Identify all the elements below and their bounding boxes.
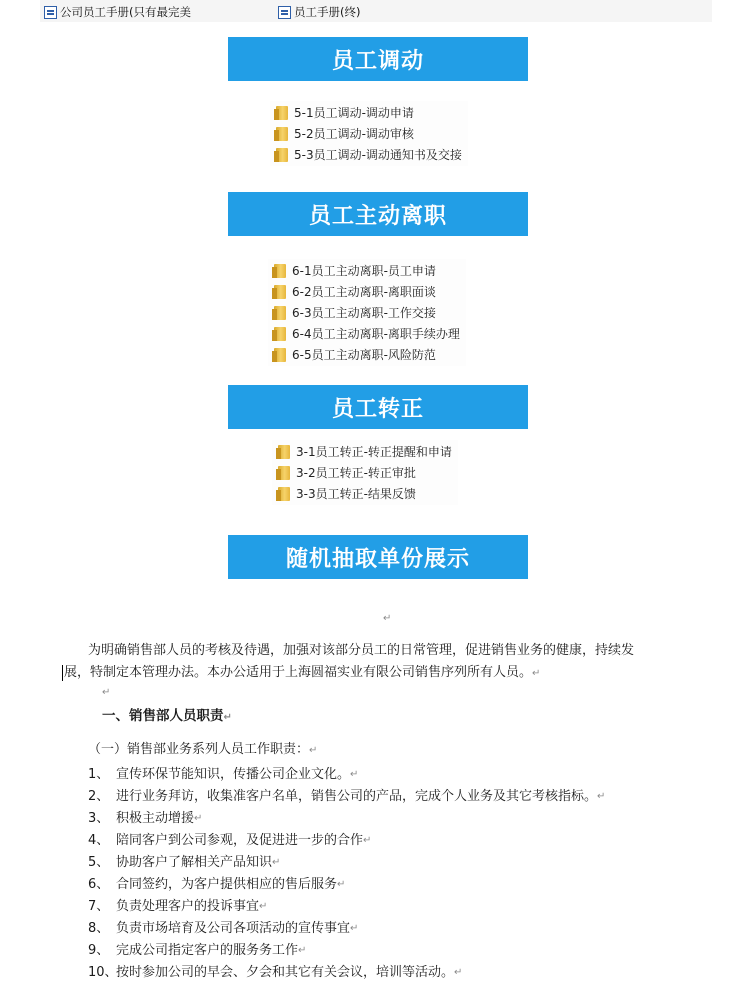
folder-icon bbox=[274, 285, 286, 299]
text-cursor bbox=[62, 665, 63, 681]
folder-list-resignation bbox=[268, 259, 466, 366]
section-banner-regularization bbox=[228, 385, 528, 429]
subsection-heading bbox=[62, 739, 692, 762]
paragraph-mark: ↵ bbox=[309, 745, 318, 756]
file-item-manual-final[interactable] bbox=[278, 4, 360, 20]
folder-label: 3-2员工转正-转正审批 bbox=[296, 466, 416, 480]
folder-label: 5-1员工调动-调动申请 bbox=[294, 106, 414, 120]
paragraph-mark: ↵ bbox=[272, 857, 281, 868]
folder-item[interactable] bbox=[278, 462, 452, 483]
list-item bbox=[88, 808, 692, 830]
folder-item[interactable] bbox=[274, 302, 460, 323]
folder-icon bbox=[274, 327, 286, 341]
section-heading bbox=[62, 705, 692, 729]
folder-label: 6-1员工主动离职-员工申请 bbox=[292, 264, 436, 278]
duties-list bbox=[62, 764, 692, 984]
subheading-text: （一）销售部业务系列人员工作职责： bbox=[88, 742, 310, 757]
list-item bbox=[88, 962, 692, 984]
folder-icon bbox=[278, 466, 290, 480]
paragraph-mark: ↵ bbox=[350, 769, 359, 780]
banner-title: 员工调动 bbox=[331, 48, 424, 74]
folder-item[interactable] bbox=[274, 323, 460, 344]
folder-icon bbox=[276, 106, 288, 120]
folder-label: 3-3员工转正-结果反馈 bbox=[296, 487, 416, 501]
folder-icon bbox=[274, 306, 286, 320]
empty-line bbox=[62, 685, 692, 699]
folder-label: 6-5员工主动离职-风险防范 bbox=[292, 348, 436, 362]
list-item bbox=[88, 874, 692, 896]
list-item bbox=[88, 896, 692, 918]
list-number: 8、 bbox=[88, 921, 110, 936]
folder-item[interactable] bbox=[278, 483, 452, 504]
paragraph-mark: ↵ bbox=[532, 668, 541, 679]
file-name: 公司员工手册(只有最完美 bbox=[60, 5, 191, 19]
list-item bbox=[88, 786, 692, 808]
folder-item[interactable] bbox=[276, 123, 462, 144]
paragraph-mark: ↵ bbox=[350, 923, 359, 934]
folder-label: 6-2员工主动离职-离职面谈 bbox=[292, 285, 436, 299]
folder-item[interactable] bbox=[276, 144, 462, 165]
folder-label: 6-3员工主动离职-工作交接 bbox=[292, 306, 436, 320]
folder-list-regularization bbox=[272, 440, 458, 505]
list-number: 9、 bbox=[88, 943, 110, 958]
list-text: 积极主动增援 bbox=[116, 811, 195, 826]
list-text: 陪同客户到公司参观，及促进进一步的合作 bbox=[116, 833, 364, 848]
folder-icon bbox=[278, 487, 290, 501]
list-text: 按时参加公司的早会、夕会和其它有关会议，培训等活动。 bbox=[116, 965, 455, 980]
paragraph-mark: ↵ bbox=[194, 813, 203, 824]
paragraph-mark: ↵ bbox=[102, 687, 111, 698]
section-banner-resignation bbox=[228, 192, 528, 236]
folder-label: 5-2员工调动-调动审核 bbox=[294, 127, 414, 141]
folder-item[interactable] bbox=[274, 260, 460, 281]
list-number: 6、 bbox=[88, 877, 110, 892]
list-number: 5、 bbox=[88, 855, 110, 870]
paragraph-mark: ↵ bbox=[363, 835, 372, 846]
paragraph-mark: ↵ bbox=[223, 712, 232, 723]
banner-title: 随机抽取单份展示 bbox=[285, 546, 470, 572]
section-banner-transfer bbox=[228, 37, 528, 81]
file-name: 员工手册(终) bbox=[294, 5, 361, 19]
list-item bbox=[88, 764, 692, 786]
paragraph-mark: ↵ bbox=[298, 945, 307, 956]
list-number: 2、 bbox=[88, 789, 110, 804]
heading-text: 一、销售部人员职责 bbox=[102, 708, 224, 724]
list-item bbox=[88, 852, 692, 874]
folder-item[interactable] bbox=[274, 344, 460, 365]
document-body bbox=[62, 640, 692, 984]
file-item-manual-complete[interactable] bbox=[44, 4, 191, 20]
list-number: 1、 bbox=[88, 767, 110, 782]
intro-line-1: 为明确销售部人员的考核及待遇，加强对该部分员工的日常管理，促进销售业务的健康，持续发 bbox=[88, 643, 635, 658]
list-number: 10、 bbox=[88, 965, 118, 980]
intro-paragraph-cont bbox=[62, 662, 692, 685]
list-text: 负责处理客户的投诉事宜 bbox=[116, 899, 260, 914]
folder-icon bbox=[276, 127, 288, 141]
paragraph-mark: ↵ bbox=[337, 879, 346, 890]
folder-item[interactable] bbox=[276, 102, 462, 123]
list-item bbox=[88, 940, 692, 962]
banner-title: 员工主动离职 bbox=[308, 203, 447, 229]
list-item bbox=[88, 830, 692, 852]
folder-label: 3-1员工转正-转正提醒和申请 bbox=[296, 445, 452, 459]
paragraph-mark: ↵ bbox=[383, 613, 392, 624]
banner-title: 员工转正 bbox=[331, 396, 424, 422]
list-text: 合同签约，为客户提供相应的售后服务 bbox=[116, 877, 338, 892]
list-number: 7、 bbox=[88, 899, 110, 914]
list-text: 进行业务拜访，收集准客户名单，销售公司的产品，完成个人业务及其它考核指标。 bbox=[116, 789, 598, 804]
folder-label: 6-4员工主动离职-离职手续办理 bbox=[292, 327, 460, 341]
list-number: 4、 bbox=[88, 833, 110, 848]
list-text: 协助客户了解相关产品知识 bbox=[116, 855, 273, 870]
word-document-icon bbox=[278, 6, 291, 19]
folder-list-transfer bbox=[270, 101, 468, 166]
section-banner-sample bbox=[228, 535, 528, 579]
file-strip bbox=[40, 0, 712, 22]
folder-item[interactable] bbox=[278, 441, 452, 462]
list-text: 负责市场培育及公司各项活动的宣传事宜 bbox=[116, 921, 351, 936]
list-text: 完成公司指定客户的服务务工作 bbox=[116, 943, 299, 958]
folder-icon bbox=[276, 148, 288, 162]
folder-item[interactable] bbox=[274, 281, 460, 302]
list-number: 3、 bbox=[88, 811, 110, 826]
folder-icon bbox=[274, 348, 286, 362]
intro-paragraph bbox=[62, 640, 692, 662]
list-item bbox=[88, 918, 692, 940]
intro-line-2: 展，特制定本管理办法。本办公适用于上海圆福实业有限公司销售序列所有人员。 bbox=[64, 665, 533, 680]
paragraph-mark: ↵ bbox=[259, 901, 268, 912]
folder-icon bbox=[278, 445, 290, 459]
word-document-icon bbox=[44, 6, 57, 19]
paragraph-mark: ↵ bbox=[597, 791, 606, 802]
folder-icon bbox=[274, 264, 286, 278]
paragraph-mark: ↵ bbox=[454, 967, 463, 978]
list-text: 宣传环保节能知识，传播公司企业文化。 bbox=[116, 767, 351, 782]
folder-label: 5-3员工调动-调动通知书及交接 bbox=[294, 148, 462, 162]
